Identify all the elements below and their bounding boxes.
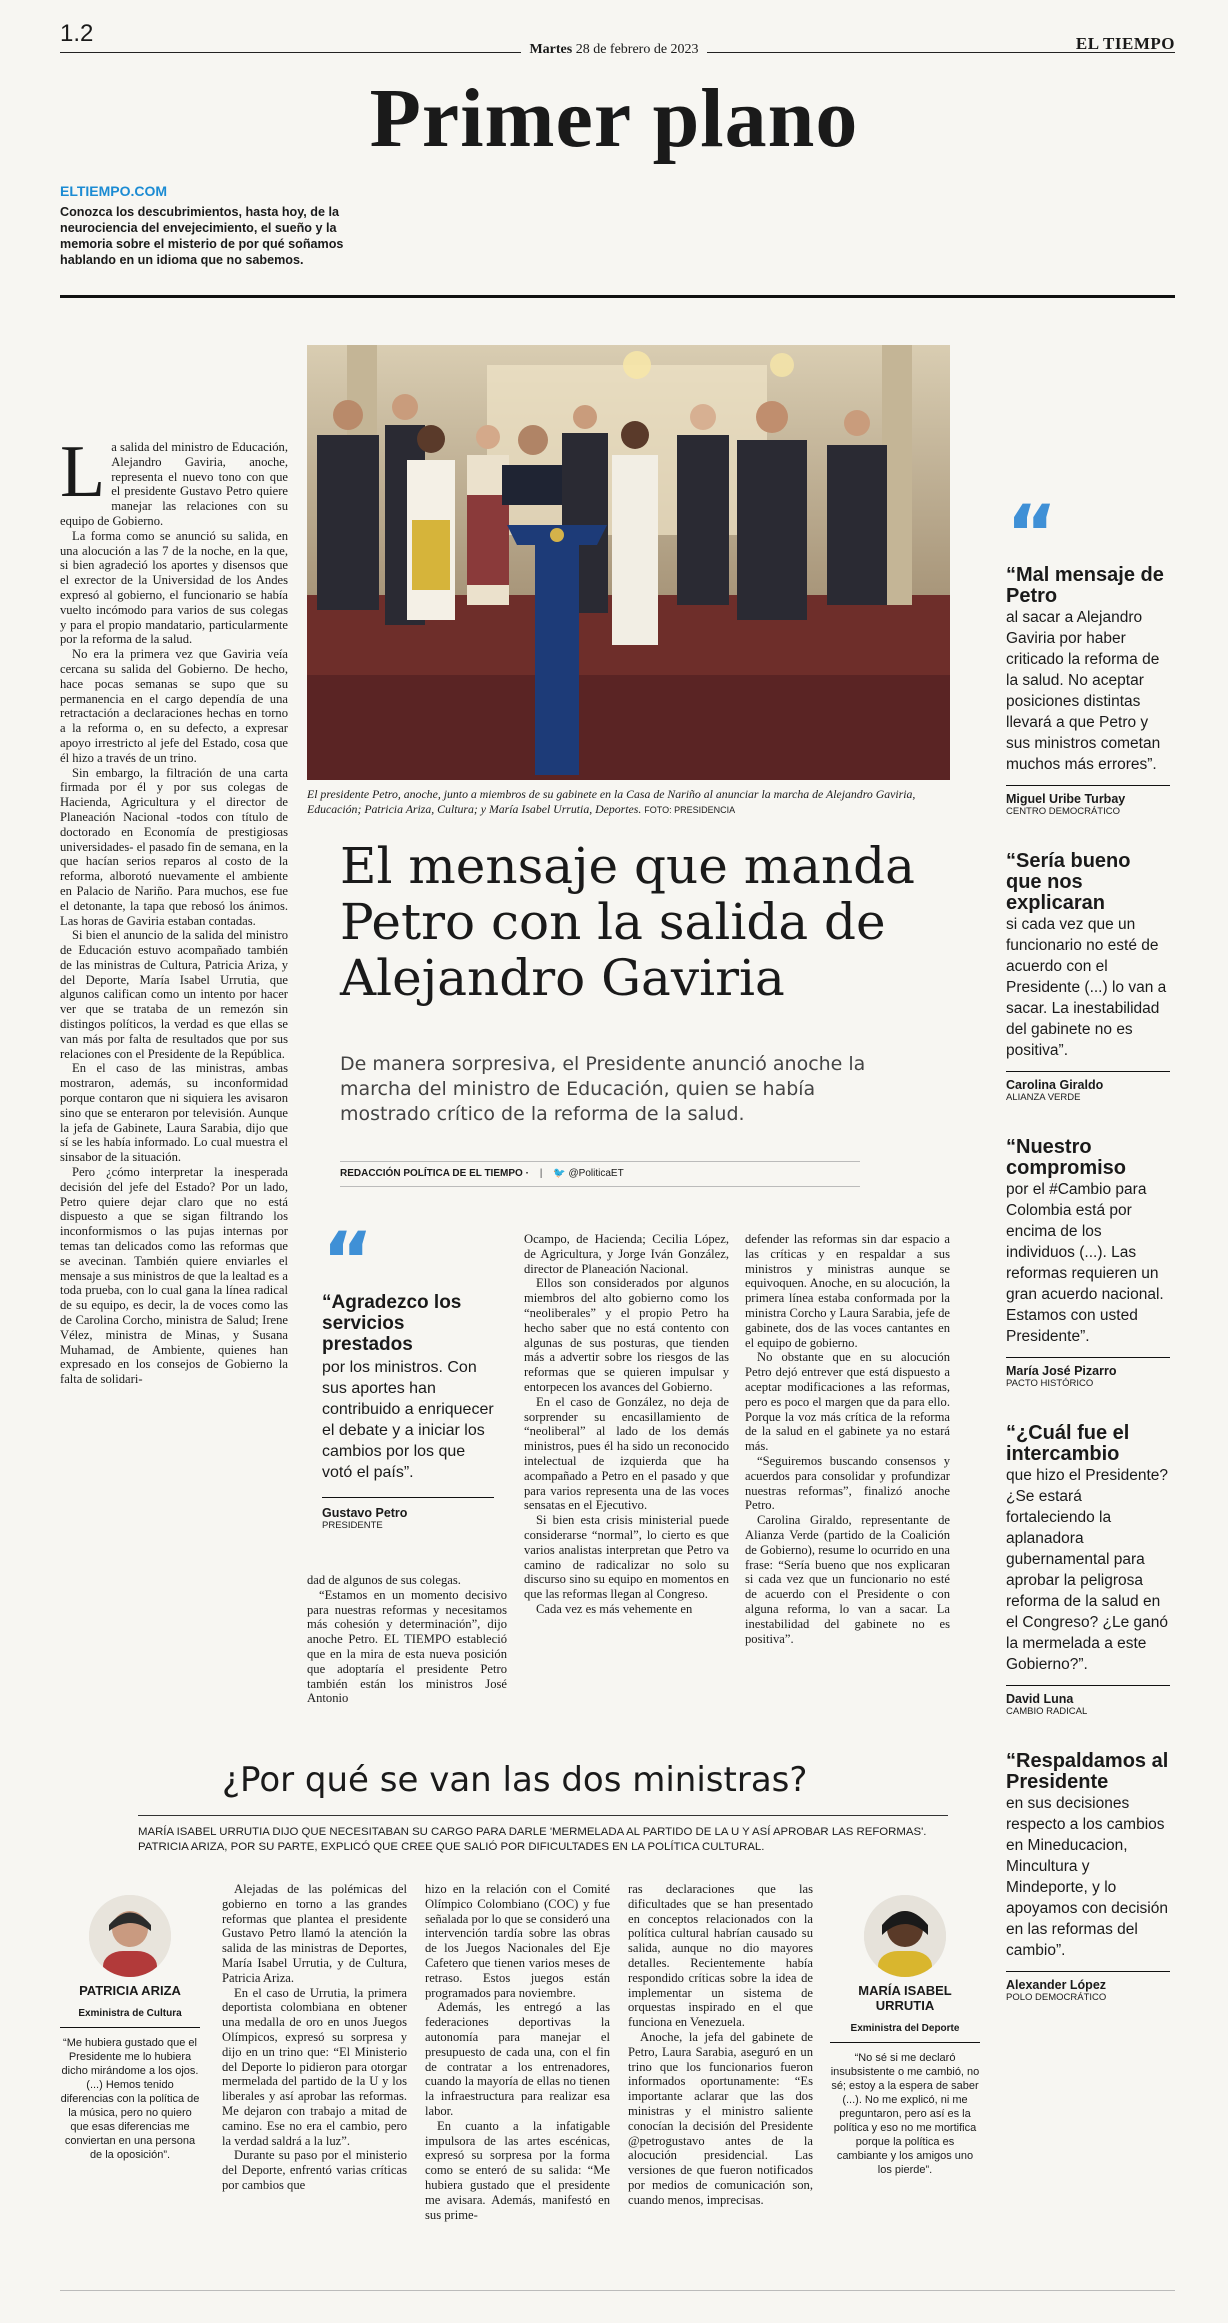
- reaction-body: que hizo el Presidente? ¿Se estará fortaleciendo la aplanadora gubernamental para aprobar la peligrosa reforma de la salud en el Congreso? ¿Le ganó la mermelada a este Gobierno?”.: [1006, 1467, 1169, 1673]
- byline: REDACCIÓN POLÍTICA DE EL TIEMPO · | 🐦 @PoliticaET: [340, 1168, 624, 1179]
- paragraph: hizo en la relación con el Comité Olímpico Colombiano (COC) y fue señalada por lo que se consideró una intervención tardía sobre las obras de los Juegos Nacionales del Eje Cafetero que tienen varios meses de retraso. Estos juegos están programados para noviembre.: [425, 1882, 610, 2000]
- deck: De manera sorpresiva, el Presidente anunció anoche la marcha del ministro de Educación, quien se había mostrado crítico de la reforma de la salud.: [340, 1053, 866, 1125]
- reaction-rule: [1006, 1685, 1170, 1686]
- reaction-rule: [1006, 1071, 1170, 1072]
- paragraph: Cada vez es más vehemente en: [536, 1601, 693, 1616]
- quote-name: Gustavo Petro: [322, 1506, 408, 1520]
- profile-ariza: [60, 1895, 200, 2162]
- twitter-icon: 🐦: [553, 1168, 566, 1179]
- profile-urrutia: [830, 1895, 980, 2177]
- article-column-4: [745, 1232, 950, 1646]
- caption-text: El presidente Petro, anoche, junto a miembros de su gabinete en la Casa de Nariño al anunciar la marcha de Alejandro Gaviria, Educación; Patricia Ariza, Cultura; y María Isabel Urrutia, Deportes.: [307, 787, 916, 816]
- reaction-rule: [1006, 1357, 1170, 1358]
- reaction-item: [1006, 490, 1170, 817]
- paragraph: defender las reformas sin dar espacio a las críticas y en respaldar a sus ministros y ministras aunque se equivoquen. Anoche, en su alocución, la primera línea estaba conformada por la ministra Corcho y Laura Sarabia, jefe de gabinete, dos de las voces cantantes en el equipo de gobierno.: [745, 1232, 950, 1350]
- reaction-name: María José Pizarro: [1006, 1364, 1117, 1378]
- paragraph: Si bien el anuncio de la salida del ministro de Educación estuvo acompañado también de las ministras de Cultura, Patricia Ariza, y del Deporte, María Isabel Urrutia, que algunos califican como un intento por hacer ver que se trataba de un remezón sin distingos políticos, la verdad es que ellas se van más por falta de resultados que por sus relaciones con el Presidente de la República.: [60, 928, 288, 1061]
- reaction-party: CAMBIO RADICAL: [1006, 1706, 1088, 1717]
- paragraph: No era la primera vez que Gaviria veía cercana su salida del Gobierno. De hecho, hace pocas semanas se supo que su permanencia en el cargo dependía de una retractación a declaraciones hechas en torno a la reforma o, en su defecto, a expresar apoyo irrestricto al jefe del Estado, cosa que él hizo a través de un trino.: [60, 647, 288, 765]
- profile-role: Exministra de Cultura: [78, 2008, 182, 2019]
- profile-rule: [60, 2027, 200, 2028]
- reaction-party: POLO DEMOCRÁTICO: [1006, 1992, 1107, 2003]
- reaction-party: CENTRO DEMOCRÁTICO: [1006, 806, 1120, 817]
- quote-icon: “: [322, 1217, 374, 1307]
- paragraph: “Seguiremos buscando consensos y acuerdos para consolidar y profundizar nuestras reformas”, finalizó anoche Petro.: [745, 1453, 950, 1513]
- byline-rule: [340, 1186, 860, 1187]
- section-title: Primer plano: [369, 72, 859, 165]
- paragraph: En el caso de González, no deja de sorprender su encasillamiento de “neoliberal” al lado de los demás ministros, pues él ha sido un reconocido intelectual de izquierda que ha acompañado a Petro en el pasado y que para varios representa una de las voces sensatas en el Ejecutivo.: [524, 1394, 729, 1513]
- reactions-sidebar: [1006, 490, 1170, 2003]
- avatar: [89, 1895, 171, 1977]
- profile-quote: “Me hubiera gustado que el Presidente me lo hubiera dicho mirándome a los ojos. (...) Hemos tenido diferencias con la política de la música, pero no quiero que esas diferencias me conviertan en una persona de la oposición”.: [60, 2037, 200, 2161]
- petro-quote: [322, 1217, 494, 1531]
- profile-rule: [830, 2042, 980, 2043]
- section-rule: [60, 295, 1175, 298]
- quote-role: PRESIDENTE: [322, 1520, 383, 1531]
- reaction-rule: [1006, 785, 1170, 786]
- reaction-name: David Luna: [1006, 1692, 1074, 1706]
- date-day: Martes: [529, 42, 573, 57]
- byline-text: REDACCIÓN POLÍTICA DE EL TIEMPO ·: [340, 1168, 529, 1179]
- reaction-rule: [1006, 1971, 1170, 1972]
- photo-caption: [307, 787, 950, 818]
- article-column-2: [307, 1573, 507, 1706]
- subsection-deck: MARÍA ISABEL URRUTIA DIJO QUE NECESITABAN SU CARGO PARA DARLE 'MERMELADA AL PARTIDO DE LA U Y ASÍ APROBAR LAS REFORMAS'. PATRICIA ARIZA, POR SU PARTE, EXPLICÓ QUE CREE QUE SALIÓ POR DIFICULTADES EN LA POLÍTICA CULTURAL.: [138, 1826, 927, 1853]
- paragraph: “Estamos en un momento decisivo para nuestras reformas y necesitamos más cohesión y determinación”, dijo anoche Petro. EL TIEMPO estableció que en la mira de esta nueva posición que adoptaría el presidente Petro también están los ministros José Antonio: [307, 1587, 507, 1706]
- headline: El mensaje que manda Petro con la salida de Alejandro Gaviria: [340, 837, 915, 1007]
- reaction-title: “Nuestro compromiso: [1006, 1136, 1127, 1179]
- paragraph: Ellos son considerados por algunos miembros del alto gobierno como los “neoliberales” y el propio Petro ha hecho saber que no está contento con algunas de sus posturas, que tienden más a advertir sobre los riesgos de las reformas que se quieren impulsar y entorpecen los avances del Gobierno.: [524, 1276, 729, 1394]
- paragraph: Alejadas de las polémicas del gobierno en torno a las grandes reformas que plantea el presidente Gustavo Petro llamó la atención la salida de las ministras de Deportes, María Isabel Urrutia, y de Cultura, Patricia Ariza.: [222, 1882, 407, 1985]
- reaction-title: “Mal mensaje de Petro: [1006, 564, 1164, 607]
- profile-role: Exministra del Deporte: [850, 2023, 960, 2034]
- reaction-body: por el #Cambio para Colombia está por encima de los individuos (...). Las reformas requieren un gran acuerdo nacional. Estamos con usted Presidente”.: [1006, 1181, 1164, 1345]
- reaction-body: en sus decisiones respecto a los cambios en Mineducacion, Mincultura y Mindeporte, y lo apoyamos con decisión en las reformas del cambio”.: [1006, 1795, 1168, 1959]
- profile-name: PATRICIA ARIZA: [79, 1983, 181, 1998]
- profile-name: MARÍA ISABEL URRUTIA: [858, 1983, 952, 2013]
- twitter-handle[interactable]: @PoliticaET: [568, 1168, 624, 1179]
- paragraph: Si bien esta crisis ministerial puede considerarse “normal”, lo cierto es que varios analistas interpretan que Petro va camino de radicalizar no solo su discurso sino su equipo en momentos en que las reformas llegan al Congreso.: [524, 1513, 729, 1602]
- reaction-title: “¿Cuál fue el intercambio: [1006, 1422, 1130, 1465]
- reaction-item: [1006, 1423, 1170, 1717]
- drop-cap: L: [60, 431, 106, 513]
- paragraph: No obstante que en su alocución Petro dejó entrever que está dispuesto a aceptar modificaciones a las reformas, pero es poco el margen que da para ello. Porque la voz más crítica de la reforma de la salud en el gabinete ya no estará más.: [745, 1350, 950, 1454]
- article-column-1: [60, 431, 288, 1387]
- reaction-name: Miguel Uribe Turbay: [1006, 792, 1126, 806]
- paragraph: Ocampo, de Hacienda; Cecilia López, de Agricultura, y Jorge Iván González, director de Planeación Nacional.: [524, 1232, 729, 1276]
- subsection-rule: [138, 1815, 948, 1816]
- paragraph: En el caso de Urrutia, la primera deportista colombiana en obtener una medalla de oro en unos Juegos Olímpicos, expresó su sorpresa y dijo en un trino que: “El Ministerio del Deporte lo pidieron para otorgar mermelada del partido de la U y los liberales y así aprobar las reformas. Me dejaron con trabajo a mitad de camino. Ese no era el cambio, pero la verdad saldrá a la luz”.: [222, 1985, 407, 2148]
- paragraph: Además, les entregó a las federaciones deportivas la autonomía para manejar el presupuesto de cada una, con el fin de contratar a los entrenadores, cuando la mayoría de ellas no tienen la infraestructura para realizar esa labor.: [425, 2000, 610, 2118]
- paragraph: En el caso de las ministras, ambas mostraron, además, su inconformidad porque contaron que ni siquiera les avisaron sino que se enteraron por televisión. Aunque la jefa de Gabinete, Laura Sarabia, dijo que sí se les había informado. Lo cual muestra el sinsabor de la situación.: [60, 1061, 288, 1165]
- reaction-item: [1006, 1751, 1170, 2003]
- avatar: [864, 1895, 946, 1977]
- cabinet-photo: [307, 345, 950, 780]
- quote-icon: “: [1006, 490, 1058, 580]
- paragraph: Durante su paso por el ministerio del Deporte, enfrentó varias críticas por cambios que: [222, 2148, 407, 2192]
- photo-credit: FOTO: PRESIDENCIA: [644, 805, 736, 815]
- paragraph: Anoche, la jefa del gabinete de Petro, Laura Sarabia, aseguró en un trino que los funcionarios fueron informados oportunamente: “Es importante aclarar que las dos ministras y el ministro saliente conocían la decisión del Presidente @petrogustavo antes de la alocución presidencial. Las versiones de que fueron notificados por medios de comunicación son, cuando menos, imprecisas.: [628, 2029, 813, 2207]
- quote-body: por los ministros. Con sus aportes han contribuido a enriquecer el debate y a iniciar los cambios por los que votó el país”.: [322, 1359, 494, 1481]
- brand-logo: EL TIEMPO: [1075, 34, 1175, 53]
- quote-rule: [322, 1497, 494, 1498]
- paragraph: La forma como se anunció su salida, en una alocución a las 7 de la noche, en la que, si bien agradeció los aportes y disensos que el exrector de la Universidad de los Andes expresó al gobierno, el funcionario se había vuelto incómodo para varios de sus colegas y para el propio mandatario, particularmente por la reforma de la salud.: [60, 528, 288, 647]
- paragraph: Pero ¿cómo interpretar la inesperada decisión del jefe del Estado? Por un lado, Petro quiere dejar claro que no está dispuesto a que se sigan filtrando los inconformismos o las pujas internas por temas tan delicados como las reformas que se avecinan. También quiere enviarles el mensaje a sus ministros de que la lealtad es a toda prueba, con lo cual gana la línea radical de su equipo, es decir, la de voces como las de Carolina Corcho, ministra de Salud; Irene Vélez, ministra de Minas, y Susana Muhamad, de Ambiente, quienes han expresado en los consejos de Gobierno la falta de solidari-: [60, 1165, 288, 1387]
- date-rest: 28 de febrero de 2023: [575, 42, 699, 57]
- page-number: 1.2: [60, 20, 94, 47]
- profile-quote: “No sé si me declaró insubsistente o me cambió, no sé; estoy a la espera de saber (...). No me explicó, ni me preguntaron, pero así es la política y eso no me mortifica porque la política es cambiante y los amigos uno los pierde”.: [830, 2052, 980, 2176]
- reaction-title: “Sería bueno que nos explicaran: [1006, 850, 1131, 914]
- reaction-body: si cada vez que un funcionario no esté de acuerdo con el Presidente (...) lo van a sacar. La inestabilidad del gabinete no es positiva”.: [1006, 916, 1167, 1059]
- reaction-body: al sacar a Alejandro Gaviria por haber criticado la reforma de la salud. No aceptar posiciones distintas llevará a que Petro y sus ministros cometan muchos más errores”.: [1006, 609, 1161, 773]
- byline-rule: [340, 1161, 860, 1162]
- website-link[interactable]: ELTIEMPO.COM: [60, 183, 168, 199]
- quote-title: “Agradezco los servicios prestados: [322, 1292, 462, 1355]
- bottom-column-1: [222, 1882, 407, 2193]
- reaction-title: “Respaldamos al Presidente: [1006, 1750, 1169, 1793]
- reaction-name: Alexander López: [1006, 1978, 1107, 1992]
- bottom-column-2: [425, 1882, 610, 2222]
- paragraph: Carolina Giraldo, representante de Alianza Verde (partido de la Coalición de Gobierno), resume lo ocurrido en una frase: “Sería bueno que nos explicaran si cada vez que un funcionario no esté de acuerdo con el Presidente o con alguna reforma, lo van a sacar. La inestabilidad del gabinete no es positiva”.: [745, 1513, 950, 1646]
- article-column-3: [524, 1232, 729, 1617]
- paragraph: dad de algunos de sus colegas.: [307, 1573, 461, 1587]
- reaction-party: PACTO HISTÓRICO: [1006, 1378, 1094, 1389]
- reaction-item: [1006, 1137, 1170, 1389]
- reaction-item: [1006, 851, 1170, 1103]
- paragraph: a salida del ministro de Educación, Alejandro Gaviria, anoche, representa el nuevo tono con que el presidente Gustavo Petro quiere manejar las relaciones con su equipo de Gobierno.: [60, 440, 288, 528]
- reaction-name: Carolina Giraldo: [1006, 1078, 1104, 1092]
- bottom-column-3: [628, 1882, 813, 2208]
- paragraph: ras declaraciones que las dificultades que se han presentado en conceptos relacionados con la política cultural habrían causado su salida, aunque no dio mayores detalles. Recientemente había respondido críticas sobre la idea de implementar un sistema de orquestas inspirado en el que funciona en Venezuela.: [628, 1882, 813, 2030]
- subsection-title: ¿Por qué se van las dos ministras?: [222, 1760, 808, 1800]
- website-teaser: Conozca los descubrimientos, hasta hoy, de la neurociencia del envejecimiento, el sueño y la memoria sobre el misterio de por qué soñamos hablando en un idioma que no sabemos.: [60, 205, 344, 267]
- issue-date: [0, 42, 1228, 58]
- reaction-party: ALIANZA VERDE: [1006, 1092, 1081, 1103]
- paragraph: En cuanto a la infatigable impulsora de las artes escénicas, expresó su sorpresa por la forma como se enteró de su salida: “Me hubiera gustado que el presidente me avisara. Además, manifestó en sus prime-: [425, 2118, 610, 2222]
- footer-rule: [60, 2290, 1175, 2291]
- paragraph: Sin embargo, la filtración de una carta firmada por él y por sus colegas de Hacienda, Agricultura y el director de Planeación Nacional -todos con título de doctorado en Economía de prestigiosas universidades- el pasado fin de semana, en la que hacían serios reparos al costo de la reforma, alborotó nuevamente el ambiente en Palacio de Nariño. Para muchos, ese fue el detonante, la tapa que rebosó los ánimos. Las horas de Gaviria estaban contadas.: [60, 765, 288, 928]
